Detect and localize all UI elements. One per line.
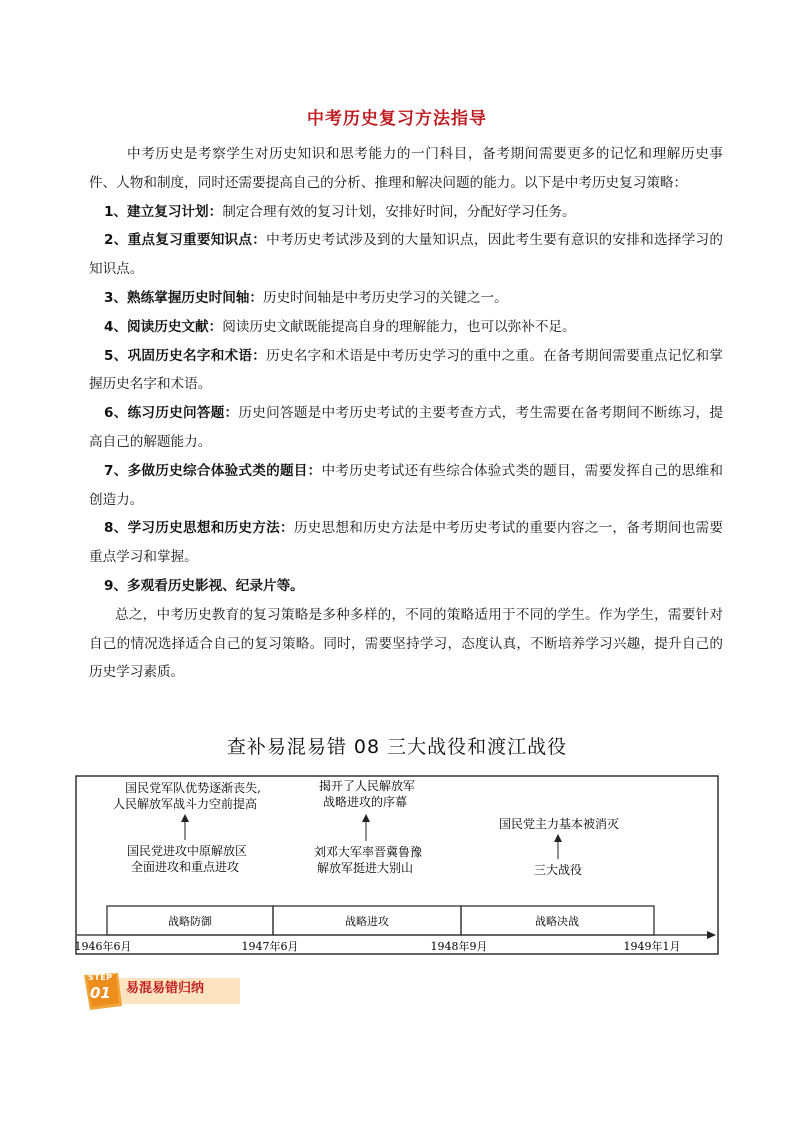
col2-lower-line1: 刘邓大军率晋冀鲁豫 xyxy=(313,845,423,859)
stage-label-defense: 战略防御 xyxy=(168,915,212,928)
col2-arrowhead xyxy=(362,814,370,822)
strategy-item-6 xyxy=(89,399,723,457)
strategy-item-text: 历史名字和术语是中考历史学习的重中之重。在备考期间需要重点记忆和掌握历史名字和术语。 xyxy=(89,347,723,393)
strategy-item-3 xyxy=(89,284,723,313)
col2-upper-line2: 战略进攻的序幕 xyxy=(322,795,408,809)
strategy-item-label: 6、练习历史问答题： xyxy=(104,405,239,422)
stage-label-offense: 战略进攻 xyxy=(345,915,389,928)
col1-arrowhead xyxy=(181,814,189,822)
col3-upper-line1: 国民党主力基本被消灭 xyxy=(498,817,620,831)
stage-label-decisive: 战略决战 xyxy=(535,915,579,928)
strategy-item-label: 3、熟练掌握历史时间轴： xyxy=(104,289,263,306)
date-label-1949-1: 1949年1月 xyxy=(623,940,681,953)
strategy-item-label: 8、学习历史思想和历史方法： xyxy=(104,520,294,537)
badge-label: 易混易错归纳 xyxy=(126,981,205,996)
strategy-item-1 xyxy=(89,198,723,227)
strategy-item-text: 制定合理有效的复习计划，安排好时间，分配好学习任务。 xyxy=(222,203,576,220)
strategy-item-label: 7、多做历史综合体验式类的题目： xyxy=(104,462,322,479)
date-label-1947-6: 1947年6月 xyxy=(241,940,299,953)
strategy-item-text: 历史问答题是中考历史考试的主要考查方式，考生需要在备考期间不断练习，提高自己的解题能力。 xyxy=(89,405,723,450)
date-label-1948-9: 1948年9月 xyxy=(430,940,488,953)
strategy-item-label: 9、多观看历史影视、纪录片等。 xyxy=(104,577,304,594)
step-word: STEP xyxy=(88,973,113,982)
strategy-item-text: 历史时间轴是中考历史学习的关键之一。 xyxy=(263,289,508,306)
section-heading: 查补易混易错 08 三大战役和渡江战役 xyxy=(226,736,568,758)
col3-lower-line1: 三大战役 xyxy=(533,863,583,877)
step-number: 01 xyxy=(90,984,111,1002)
war-timeline-diagram xyxy=(75,775,719,955)
strategy-item-text: 中考历史考试涉及到的大量知识点，因此考生要有意识的安排和选择学习的知识点。 xyxy=(89,232,723,278)
document-body xyxy=(89,140,723,687)
date-label-1946-6: 1946年6月 xyxy=(75,940,132,953)
timeline-arrowhead xyxy=(707,931,716,939)
strategy-item-label: 5、巩固历史名字和术语： xyxy=(104,347,267,364)
strategy-item-text: 历史思想和历史方法是中考历史考试的重要内容之一，备考期间也需要重点学习和掌握。 xyxy=(89,520,723,566)
intro-paragraph: 中考历史是考察学生对历史知识和思考能力的一门科目，备考期间需要更多的记忆和理解历史事件、人物和制度，同时还需要提高自己的分析、推理和解决问题的能力。以下是中考历史复习策略： xyxy=(89,146,723,191)
strategy-item-2 xyxy=(89,226,723,284)
col1-upper-line1: 国民党军队优势逐渐丧失, xyxy=(125,781,261,795)
strategy-item-label: 1、建立复习计划： xyxy=(104,203,223,220)
strategy-item-label: 4、阅读历史文献： xyxy=(104,318,223,335)
conclusion-paragraph: 总之，中考历史教育的复习策略是多种多样的，不同的策略适用于不同的学生。作为学生，需要针对自己的情况选择适合自己的复习策略。同时，需要坚持学习，态度认真，不断培养学习兴趣，提升自己的历史学习素质。 xyxy=(89,606,723,681)
strategy-item-8 xyxy=(89,514,723,572)
strategy-item-7 xyxy=(89,457,723,515)
col2-lower-line2: 解放军挺进大别山 xyxy=(316,861,414,875)
strategy-item-4 xyxy=(89,313,723,342)
strategy-item-label: 2、重点复习重要知识点： xyxy=(104,232,267,249)
col3-arrowhead xyxy=(554,834,562,842)
col1-lower-line2: 全面进攻和重点进攻 xyxy=(130,860,240,874)
col2-upper-line1: 揭开了人民解放军 xyxy=(318,779,416,793)
col1-upper-line2: 人民解放军战斗力空前提高 xyxy=(112,797,258,811)
strategy-item-text: 阅读历史文献既能提高自身的理解能力，也可以弥补不足。 xyxy=(222,318,576,335)
col1-lower-line1: 国民党进攻中原解放区 xyxy=(126,844,248,858)
document-title: 中考历史复习方法指导 xyxy=(307,109,487,129)
strategy-item-9 xyxy=(89,572,723,601)
strategy-item-5 xyxy=(89,342,723,400)
strategy-item-text: 中考历史考试还有些综合体验式类的题目，需要发挥自己的思维和创造力。 xyxy=(89,462,723,508)
